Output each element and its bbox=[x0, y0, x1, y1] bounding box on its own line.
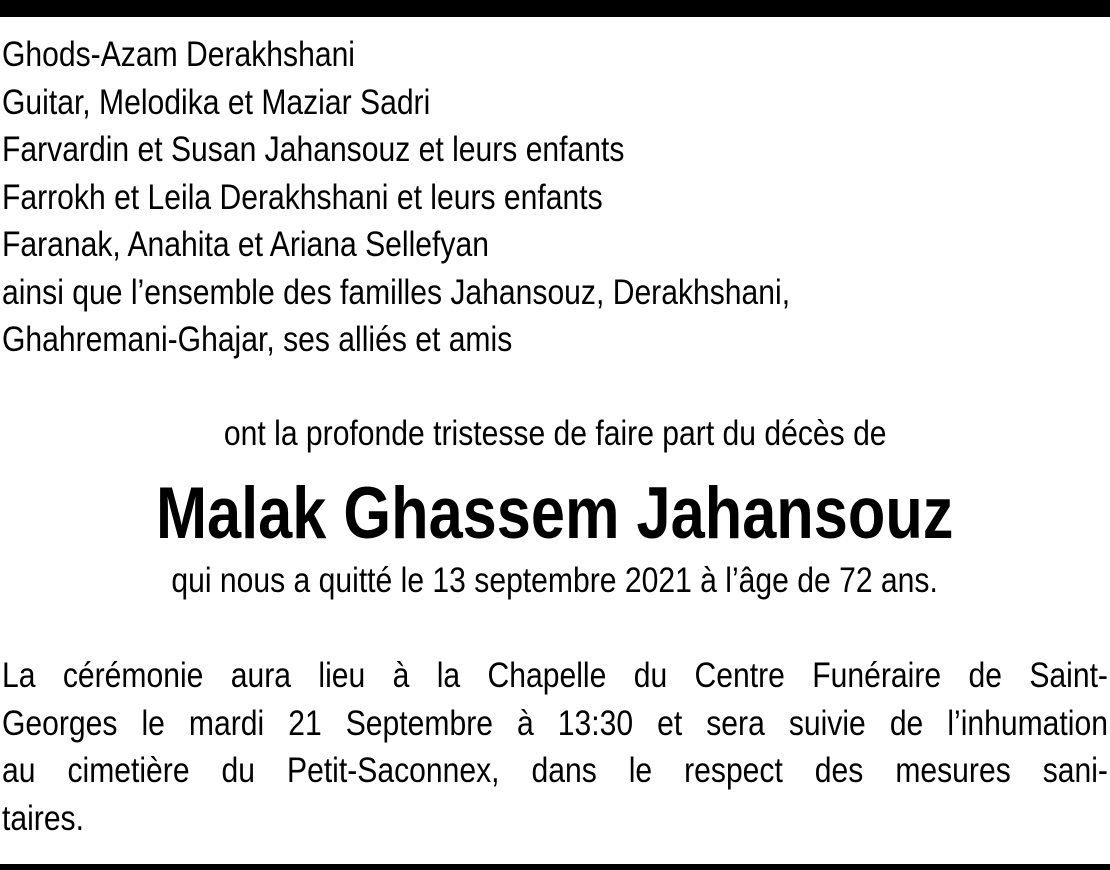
ceremony-line: taires. bbox=[2, 798, 84, 838]
family-mourners-list bbox=[2, 31, 1102, 364]
family-line: ainsi que l’ensemble des familles Jahansouz, Derakhshani, bbox=[2, 272, 791, 312]
death-date-age bbox=[0, 559, 1110, 603]
death-info-text: qui nous a quitté le 13 septembre 2021 à l’âge de 72 ans. bbox=[171, 561, 939, 600]
announcement-text bbox=[0, 412, 1110, 456]
family-line: Farrokh et Leila Derakhshani et leurs enfants bbox=[2, 177, 603, 217]
deceased-name: Malak Ghassem Jahansouz bbox=[156, 473, 954, 554]
family-line: Guitar, Melodika et Maziar Sadri bbox=[2, 82, 431, 122]
announcement-label: ont la profonde tristesse de faire part du décès de bbox=[223, 414, 887, 453]
ceremony-line: au cimetière du Petit-Saconnex, dans le respect des mesures sani- bbox=[2, 751, 1108, 790]
family-line: Farvardin et Susan Jahansouz et leurs enfants bbox=[2, 130, 625, 169]
ceremony-line: La cérémonie aura lieu à la Chapelle du Centre Funéraire de Saint- bbox=[2, 656, 1108, 695]
family-line: Faranak, Anahita et Ariana Sellefyan bbox=[2, 225, 489, 264]
top-border-rule bbox=[0, 0, 1110, 17]
bottom-border-rule bbox=[0, 864, 1110, 870]
ceremony-details bbox=[2, 652, 1108, 842]
deceased-name-heading bbox=[0, 472, 1110, 556]
ceremony-line: Georges le mardi 21 Septembre à 13:30 et sera suivie de l’inhumation bbox=[2, 703, 1108, 743]
family-line: Ghods-Azam Derakhshani bbox=[2, 35, 356, 74]
family-line: Ghahremani-Ghajar, ses alliés et amis bbox=[2, 320, 513, 359]
